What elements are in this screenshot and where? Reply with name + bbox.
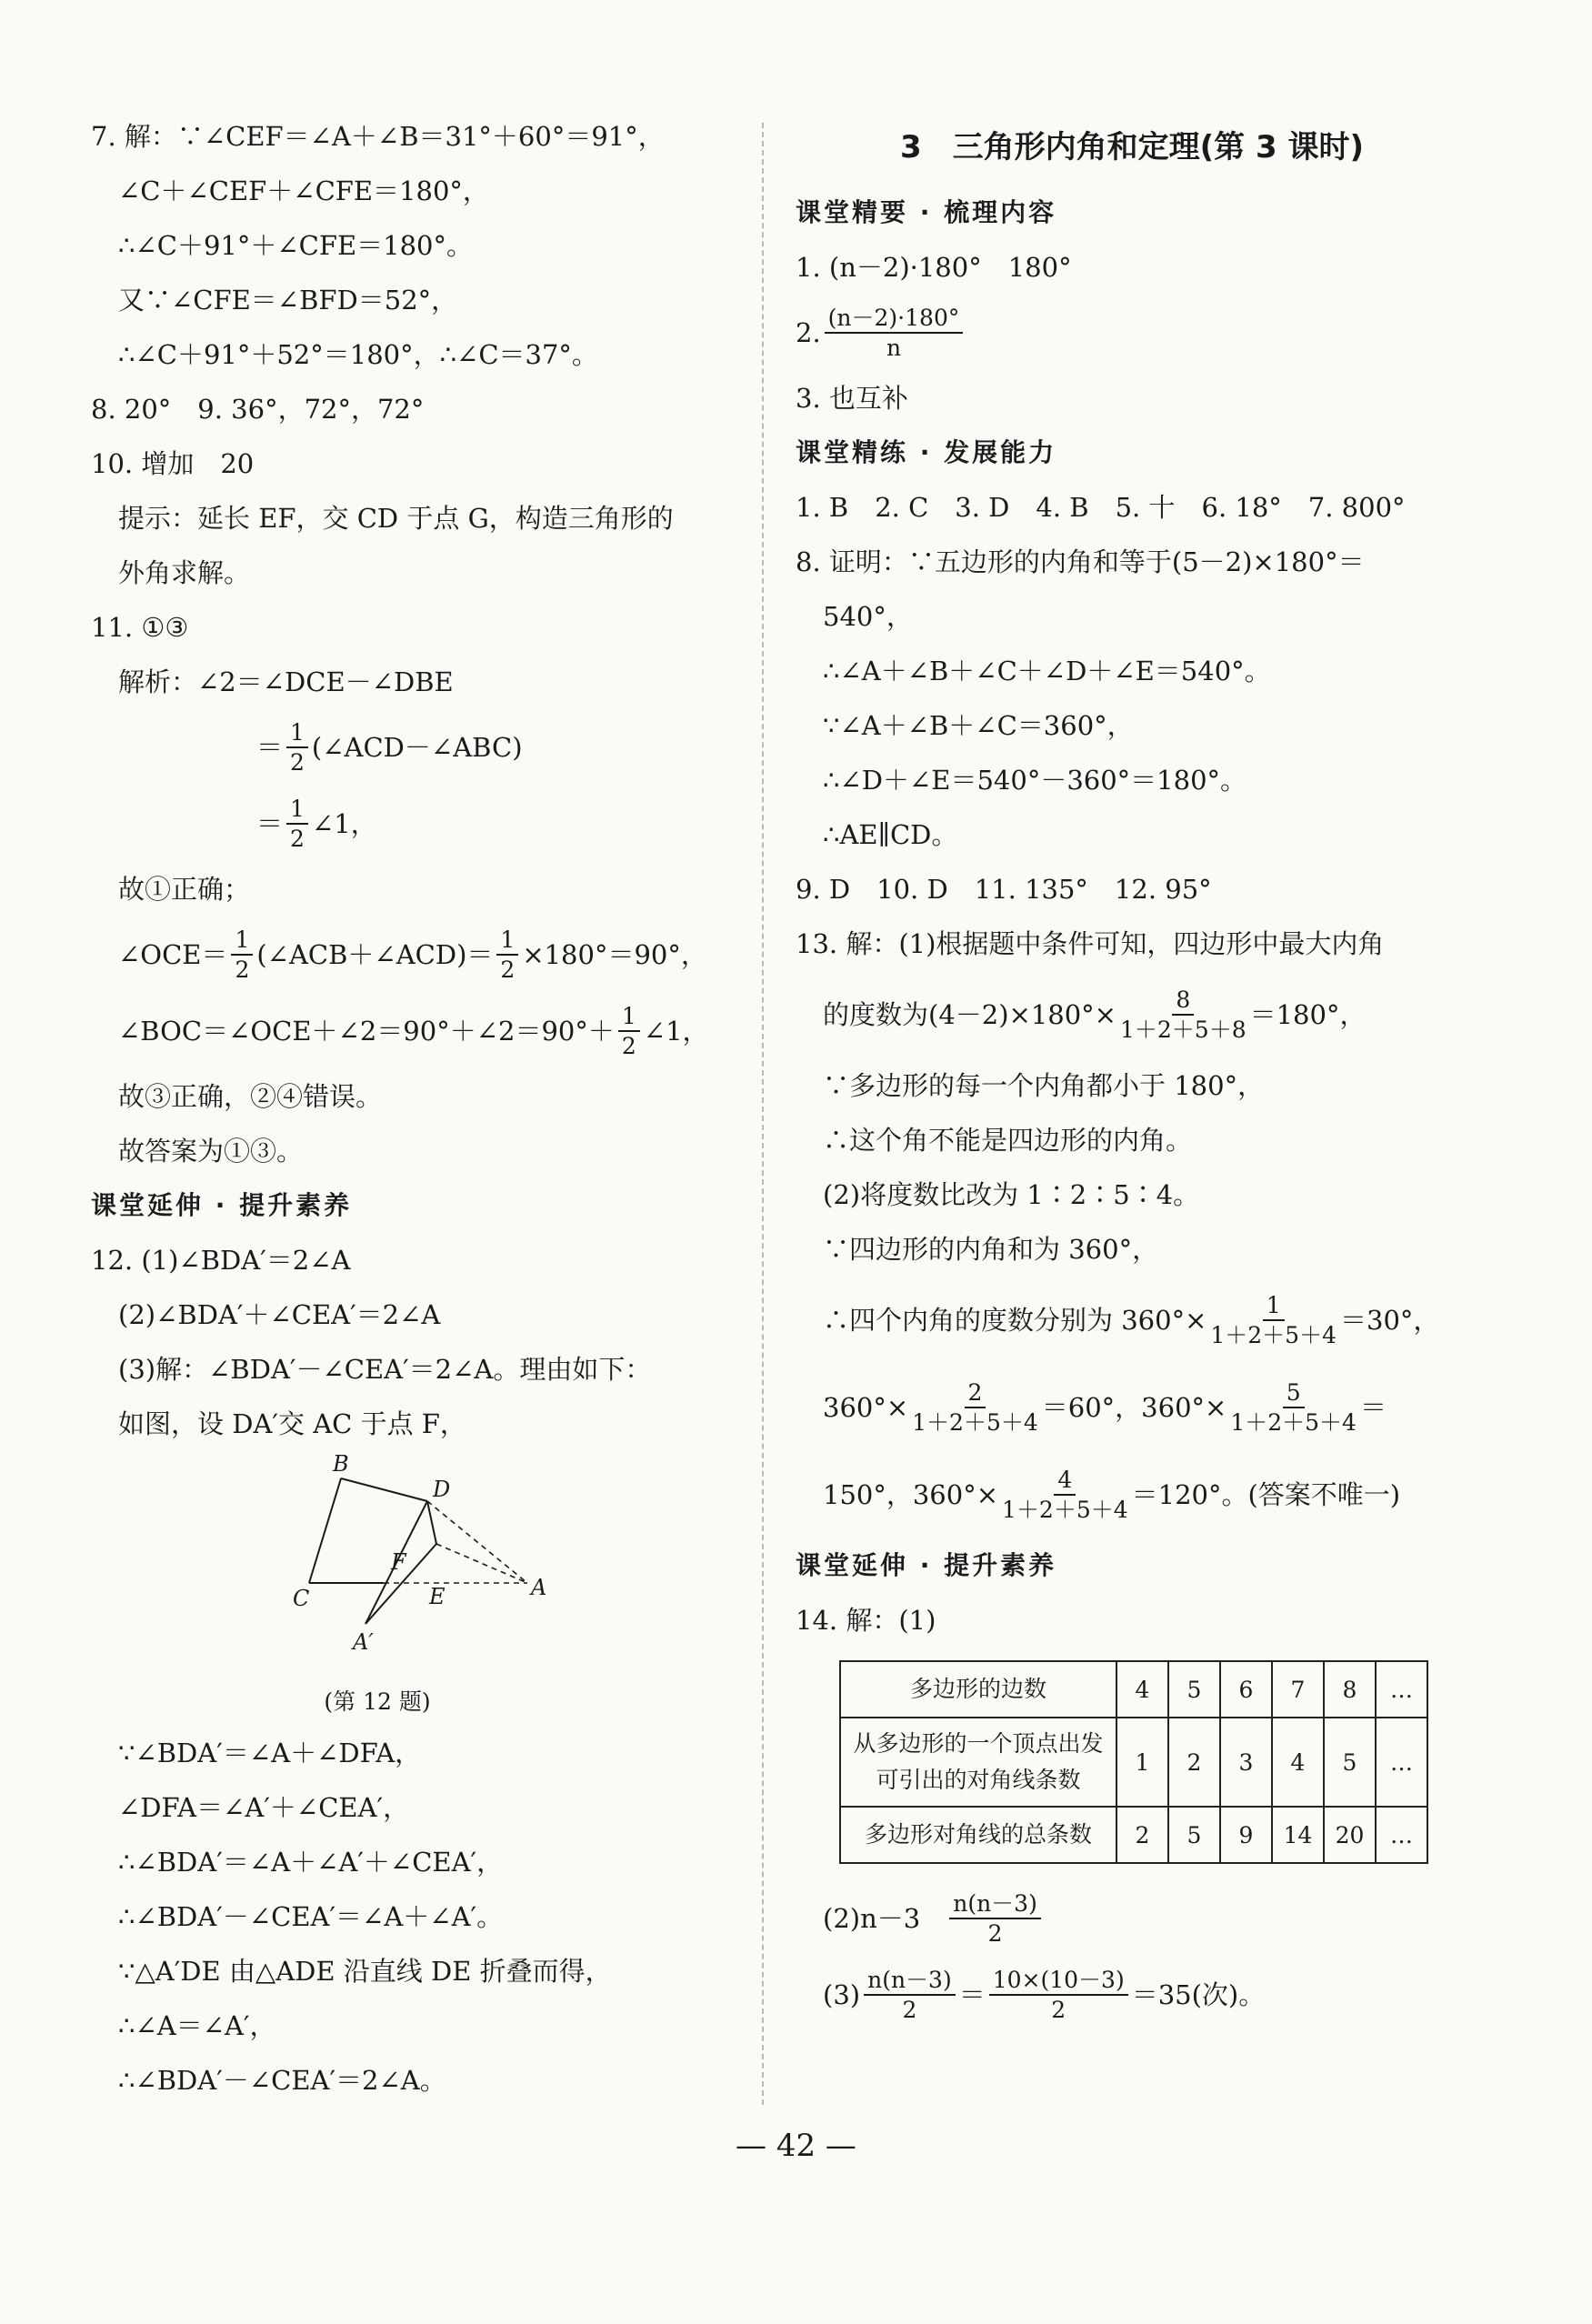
text-line: ∴这个角不能是四边形的内角。 (823, 1125, 1193, 1156)
table-cell: 5 (1168, 1807, 1220, 1863)
fraction: $\frac{1}{2}$ (618, 1004, 640, 1059)
section-heading: 课堂精要 · 梳理内容 (796, 197, 1057, 227)
text-line: (3)解：∠BDA′－∠CEA′＝2∠A。理由如下： (118, 1354, 652, 1385)
answer-8-9: 8. 20° 9. 36°，72°，72° (91, 394, 425, 425)
table-cell: 1 (1116, 1718, 1168, 1807)
table-cell: … (1376, 1718, 1427, 1807)
table-cell: 5 (1324, 1718, 1376, 1807)
fraction: $\frac{n(n-3)}{2}$ (949, 1891, 1041, 1947)
table-cell: … (1376, 1661, 1427, 1718)
section-heading: 课堂延伸 · 提升素养 (91, 1190, 353, 1220)
text-line: ∠DFA＝∠A′＋∠CEA′， (118, 1792, 410, 1823)
table-cell: 4 (1116, 1661, 1168, 1718)
polygon-diagonal-table (839, 1660, 1428, 1864)
text-line: ∴∠C＋91°＋∠CFE＝180°。 (118, 230, 473, 261)
formula-line: (2)n－3 $\frac{n(n-3)}{2}$ (796, 1880, 1450, 1957)
hint-line: 提示：延长 EF，交 CD 于点 G，构造三角形的 (118, 503, 674, 534)
text-line: 如图，设 DA′交 AC 于点 F， (118, 1408, 466, 1439)
answers-9-12: 9. D 10. D 11. 135° 12. 95° (796, 874, 1212, 905)
answer-1: 1. (n－2)·180° 180° (796, 252, 1072, 283)
formula-line: ∠BOC＝∠OCE＋∠2＝90°＋∠2＝90°＋ $\frac{1}{2}$ ∠1， (118, 1002, 709, 1059)
answer-14: 14. 解：(1) (796, 1605, 936, 1636)
table-cell: … (1376, 1807, 1427, 1863)
formula-line: ∠OCE＝ $\frac{1}{2}$ (∠ACB＋∠ACD)＝ $\frac{1}{2}$ ×180°＝90°， (118, 926, 707, 983)
formula-line: (3) $\frac{n(n-3)}{2}$ ＝ $\frac{10\times(10-3)}{2}$ ＝35(次)。 (823, 1966, 1266, 2023)
hint-line: 外角求解。 (118, 557, 251, 588)
lesson-title: 3 三角形内角和定理(第 3 课时) (899, 129, 1365, 165)
text-line: ∴∠BDA′＝∠A＋∠A′＋∠CEA′， (118, 1847, 504, 1878)
text-line: ∴∠D＋∠E＝540°－360°＝180°。 (823, 765, 1247, 796)
fraction: $\frac{1}{2}$ (231, 927, 253, 983)
fraction: $\frac{2}{1+2+5+4}$ (912, 1378, 1038, 1436)
label-d: D (433, 1477, 451, 1502)
label-a: A (531, 1575, 547, 1600)
fraction: $\frac{1}{2}$ (286, 720, 308, 776)
label-b: B (333, 1451, 349, 1477)
table-cell: 6 (1220, 1661, 1272, 1718)
table-header-cell: 多边形对角线的总条数 (840, 1807, 1116, 1863)
table-cell: 20 (1324, 1807, 1376, 1863)
table-cell: 8 (1324, 1661, 1376, 1718)
table-cell: 2 (1116, 1807, 1168, 1863)
label-a-prime: A′ (353, 1629, 374, 1655)
text-line: ∴∠A＝∠A′， (118, 2010, 276, 2041)
formula-line: ∴四个内角的度数分别为 360°× $\frac{1}{1+2+5+4}$ ＝30°， (823, 1291, 1440, 1348)
left-column (91, 109, 746, 2108)
answer-7: 7. 解：∵∠CEF＝∠A＋∠B＝31°＋60°＝91°， (91, 121, 665, 152)
table-cell: 14 (1272, 1807, 1324, 1863)
fraction: $\frac{(n-2)\cdot 180^\circ}{n}$ (825, 306, 964, 361)
line-bd (341, 1478, 427, 1501)
text-line: 故答案为①③。 (118, 1136, 304, 1167)
label-e: E (429, 1584, 446, 1609)
right-column (796, 109, 1450, 2033)
text-line: 540°， (823, 601, 913, 632)
text-line: (2)∠BDA′＋∠CEA′＝2∠A (118, 1299, 441, 1330)
formula-line: 150°，360°× $\frac{4}{1+2+5+4}$ ＝120°。(答案不唯一) (823, 1466, 1401, 1523)
text-line: ∠C＋∠CEF＋∠CFE＝180°， (118, 175, 489, 206)
text-line: ∵∠BDA′＝∠A＋∠DFA， (118, 1738, 422, 1768)
fraction: $\frac{n(n-3)}{2}$ (864, 1968, 956, 2023)
column-divider (762, 123, 764, 2105)
answer-12: 12. (1)∠BDA′＝2∠A (91, 1245, 351, 1276)
label-f: F (391, 1549, 406, 1575)
answer-8: 8. 证明：∵五边形的内角和等于(5－2)×180°＝ (796, 546, 1365, 577)
table-cell: 2 (1168, 1718, 1220, 1807)
fraction: $\frac{1}{2}$ (496, 927, 518, 983)
table-row (840, 1718, 1427, 1807)
table-header-cell: 多边形的边数 (840, 1661, 1116, 1718)
text-line: ∵△A′DE 由△ADE 沿直线 DE 折叠而得， (118, 1956, 612, 1987)
fraction: $\frac{8}{1+2+5+8}$ (1119, 986, 1247, 1043)
dashed-da (427, 1501, 527, 1583)
answers-1-7: 1. B 2. C 3. D 4. B 5. 十 6. 18° 7. 800° (796, 492, 1406, 523)
fraction: $\frac{1}{2}$ (286, 796, 308, 852)
text-line: ∴∠BDA′－∠CEA′＝∠A＋∠A′。 (118, 1901, 504, 1932)
text-line: (2)将度数比改为 1∶2∶5∶4。 (823, 1179, 1200, 1210)
table-cell: 4 (1272, 1718, 1324, 1807)
table-header-cell: 从多边形的一个顶点出发可引出的对角线条数 (840, 1718, 1116, 1807)
fraction: $\frac{10\times(10-3)}{2}$ (989, 1968, 1128, 2023)
text-line: 又∵∠CFE＝∠BFD＝52°， (118, 285, 458, 316)
table-cell: 5 (1168, 1661, 1220, 1718)
section-heading: 课堂精练 · 发展能力 (796, 437, 1057, 467)
table-cell: 3 (1220, 1718, 1272, 1807)
line-bc (309, 1478, 341, 1583)
text-line: ∵多边形的每一个内角都小于 180°， (823, 1070, 1265, 1101)
triangle-diagram (293, 1451, 646, 1678)
answer-11: 11. ①③ (91, 612, 189, 643)
table-row (840, 1661, 1427, 1718)
table-cell: 7 (1272, 1661, 1324, 1718)
fraction: $\frac{4}{1+2+5+4}$ (1002, 1466, 1128, 1523)
text-line: ∴AE∥CD。 (823, 819, 958, 850)
analysis-line: 解析：∠2＝∠DCE－∠DBE (118, 666, 454, 697)
text-line: ∵四边形的内角和为 360°， (823, 1234, 1159, 1265)
text-line: ∴∠A＋∠B＋∠C＋∠D＋∠E＝540°。 (823, 656, 1271, 686)
answer-2: 2. $\frac{(n-2)\cdot 180^\circ}{n}$ (796, 295, 1450, 371)
formula-line: 的度数为(4－2)×180°× $\frac{8}{1+2+5+8}$ ＝180°， (823, 986, 1367, 1043)
text-line: ∴∠BDA′－∠CEA′＝2∠A。 (118, 2065, 446, 2096)
label-c: C (293, 1586, 310, 1611)
section-heading: 课堂延伸 · 提升素养 (796, 1550, 1057, 1580)
dashed-e-a (436, 1544, 527, 1583)
figure-caption: (第 12 题) (324, 1688, 431, 1715)
answer-10: 10. 增加 20 (91, 448, 255, 479)
page-number: — 42 — (736, 2128, 856, 2164)
text-line: ∵∠A＋∠B＋∠C＝360°， (823, 710, 1134, 741)
text-line: 故③正确，②④错误。 (118, 1081, 383, 1112)
text-line: ∴∠C＋91°＋52°＝180°，∴∠C＝37°。 (118, 339, 598, 370)
table-cell: 9 (1220, 1807, 1272, 1863)
text-line: 故①正确； (118, 874, 251, 905)
table-row (840, 1807, 1427, 1863)
fraction: $\frac{5}{1+2+5+4}$ (1230, 1378, 1357, 1436)
formula-line: 360°× $\frac{2}{1+2+5+4}$ ＝60°，360°× $\frac{5}{1+2+5+4}$ ＝ (823, 1378, 1387, 1436)
formula-line: ＝ $\frac{1}{2}$ ∠1， (256, 795, 377, 852)
fraction: $\frac{1}{1+2+5+4}$ (1210, 1291, 1337, 1348)
answer-3: 3. 也互补 (796, 383, 908, 414)
formula-line: ＝ $\frac{1}{2}$ (∠ACD－∠ABC) (256, 718, 523, 776)
geometry-figure (91, 1451, 746, 1678)
answer-13: 13. 解：(1)根据题中条件可知，四边形中最大内角 (796, 928, 1385, 959)
